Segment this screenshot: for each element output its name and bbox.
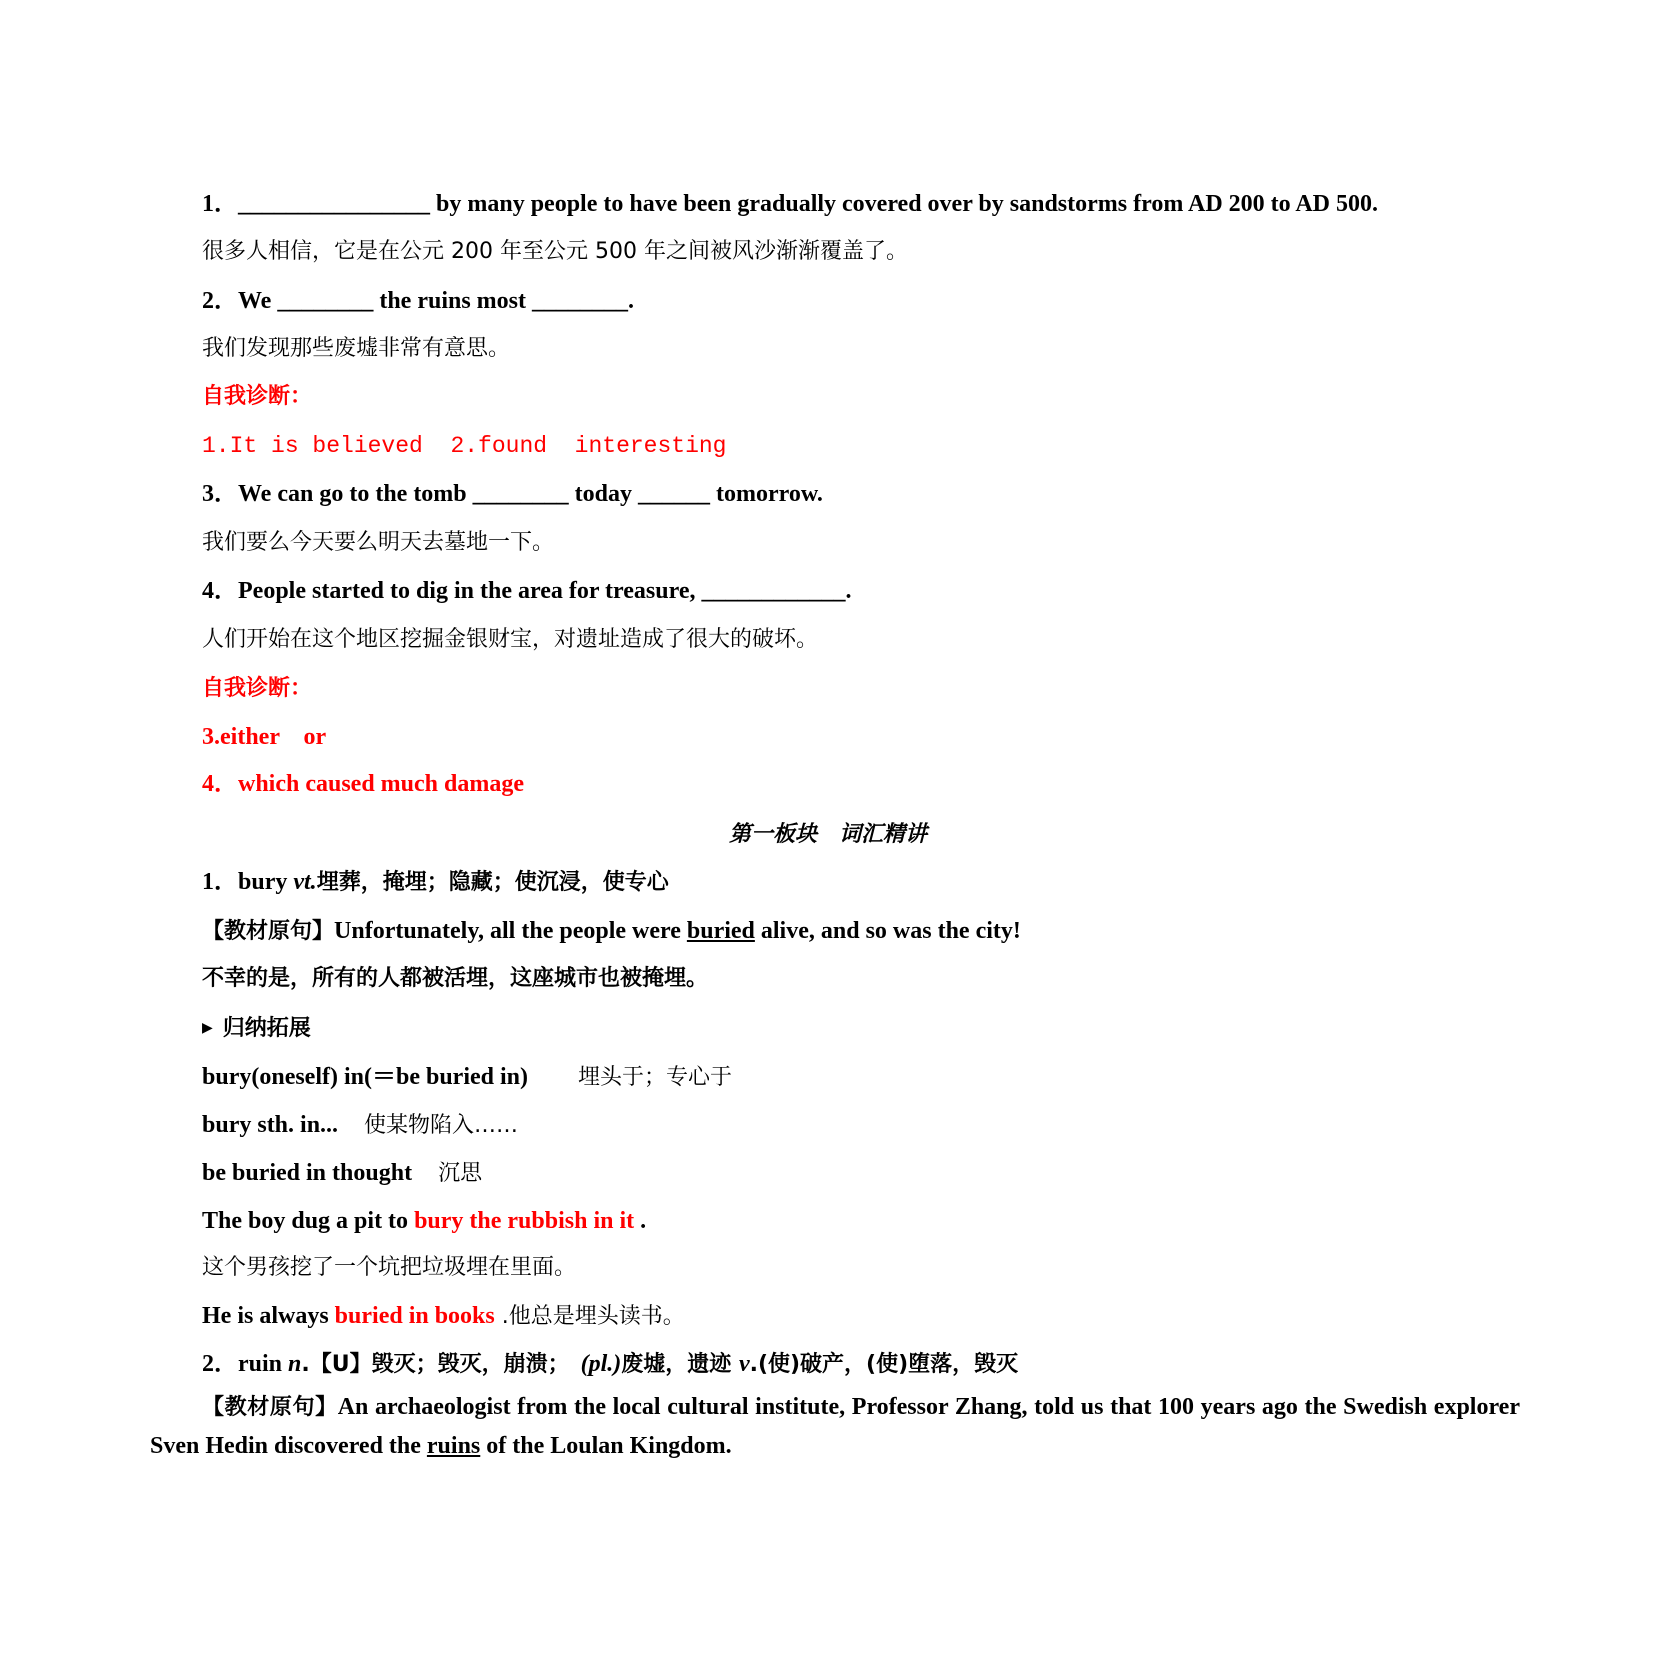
exercise-3-text-a: We can go to the tomb [238, 481, 473, 507]
vocab-1-heading [202, 866, 669, 899]
vocab-2-word: ruin [238, 1351, 289, 1377]
phrase-2 [202, 1109, 518, 1142]
example-2-text-a: He is always [202, 1303, 335, 1329]
exercise-3-blank-1: ________ [472, 481, 569, 507]
vocab-1-source-sentence [202, 915, 1021, 948]
self-diagnosis-label-2: 自我诊断： [202, 676, 313, 701]
exercise-3-blank-2: ______ [638, 481, 710, 507]
exercise-4-sentence [202, 575, 851, 607]
textbook-source-label-2: 【教材原句】 [202, 1395, 338, 1420]
exercise-1-translation: 很多人相信，它是在公元 200 年至公元 500 年之间被风沙渐渐覆盖了。 [202, 239, 908, 264]
vocab-1-meaning: 埋葬，掩埋；隐藏；使沉浸，使专心 [316, 870, 669, 895]
exercise-1-number: 1． [202, 191, 238, 217]
phrase-3 [202, 1157, 482, 1190]
exercise-4-translation: 人们开始在这个地区挖掘金银财宝，对遗址造成了很大的破坏。 [202, 627, 819, 652]
exercise-2-text-b: the ruins most [373, 288, 532, 314]
example-2-highlight: buried in books [334, 1303, 495, 1329]
triangle-marker-icon: ▶ [202, 1021, 213, 1036]
vocab-1-source-keyword: buried [686, 918, 755, 944]
example-1-highlight: bury the rubbish in it [414, 1208, 635, 1234]
phrase-2-cn: 使某物陷入…… [364, 1113, 519, 1138]
exercise-1-text: by many people to have been gradually covered over by sandstorms from AD 200 to AD 500. [430, 191, 1378, 217]
exercise-1-blank: ________________ [238, 191, 430, 217]
exercise-3-sentence [202, 478, 823, 510]
exercise-3-number: 3． [202, 481, 238, 507]
vocab-1-source-text-a: Unfortunately, all the people were [334, 918, 687, 944]
vocab-2-source-paragraph [150, 1388, 1520, 1465]
vocab-2-plural: (pl.) [580, 1351, 622, 1377]
vocab-1-pos: vt. [293, 869, 317, 895]
exercise-4-text-b: . [845, 578, 852, 604]
exercise-3-translation: 我们要么今天要么明天去墓地一下。 [202, 530, 555, 555]
example-1 [202, 1205, 646, 1237]
example-1-translation: 这个男孩挖了一个坑把垃圾埋在里面。 [202, 1255, 577, 1280]
vocab-2-source-keyword: ruins [426, 1433, 481, 1459]
phrase-1 [202, 1061, 732, 1094]
vocab-1-source-text-b: alive, and so was the city! [754, 918, 1021, 944]
vocab-2-meaning-c: .(使)破产，(使)堕落，毁灭 [749, 1352, 1019, 1377]
exercise-3-text-c: tomorrow. [710, 481, 823, 507]
vocab-1-source-translation: 不幸的是，所有的人都被活埋，这座城市也被掩埋。 [202, 966, 709, 991]
phrase-1-cn: 埋头于；专心于 [578, 1065, 733, 1090]
exercise-4-blank: ____________ [701, 578, 846, 604]
exercise-2-text-a: We [238, 288, 278, 314]
section-title: 第一板块 词汇精讲 [728, 821, 927, 847]
self-diagnosis-answer-2b: 4．which caused much damage [202, 771, 525, 797]
self-diagnosis-answer-1: 1.It is believed 2.found interesting [202, 433, 727, 459]
self-diagnosis-answer-2a: 3.either or [202, 724, 327, 750]
exercise-2-translation: 我们发现那些废墟非常有意思。 [202, 336, 511, 361]
exercise-2-blank-1: ________ [277, 288, 374, 314]
vocab-2-meaning-a: .【U】毁灭；毁灭，崩溃； [301, 1352, 581, 1377]
exercise-4-text-a: People started to dig in the area for treasure, [238, 578, 702, 604]
phrase-1-en: bury(oneself) in(＝be buried in) [202, 1064, 529, 1090]
vocab-2-source-text-a: An archaeologist from the local cultural institute, Professor Zhang, told us that 100 years ago the Swedish explorer Sven Hedin discovered the [150, 1394, 1520, 1459]
vocab-2-meaning-b: 废墟，遗迹 [621, 1352, 739, 1377]
exercise-2-blank-2: ________ [532, 288, 628, 314]
self-diagnosis-label-1: 自我诊断： [202, 384, 313, 409]
vocab-2-pos: n [288, 1351, 302, 1377]
exercise-2-number: 2． [202, 288, 238, 314]
vocab-2-heading [202, 1348, 1018, 1381]
exercise-2-text-c: . [628, 288, 634, 314]
vocab-2-source-text-b: of the Loulan Kingdom. [480, 1433, 732, 1459]
exercise-4-number: 4． [202, 578, 238, 604]
example-1-text-a: The boy dug a pit to [202, 1208, 415, 1234]
expand-label: 归纳拓展 [222, 1016, 311, 1041]
example-1-text-b: . [634, 1208, 647, 1234]
expand-heading [202, 1012, 311, 1045]
vocab-2-number: 2． [202, 1351, 238, 1377]
example-2 [202, 1300, 685, 1333]
exercise-2-sentence [202, 285, 634, 317]
vocab-1-number: 1． [202, 869, 238, 895]
phrase-3-cn: 沉思 [438, 1161, 483, 1186]
example-2-text-b: .他总是埋头读书。 [494, 1304, 685, 1329]
phrase-3-en: be buried in thought [202, 1160, 413, 1186]
vocab-1-word: bury [238, 869, 294, 895]
exercise-3-text-b: today [568, 481, 638, 507]
exercise-1-sentence [202, 188, 1378, 220]
vocab-2-pos-verb: v [738, 1351, 750, 1377]
textbook-source-label-1: 【教材原句】 [202, 919, 335, 944]
phrase-2-en: bury sth. in... [202, 1112, 339, 1138]
